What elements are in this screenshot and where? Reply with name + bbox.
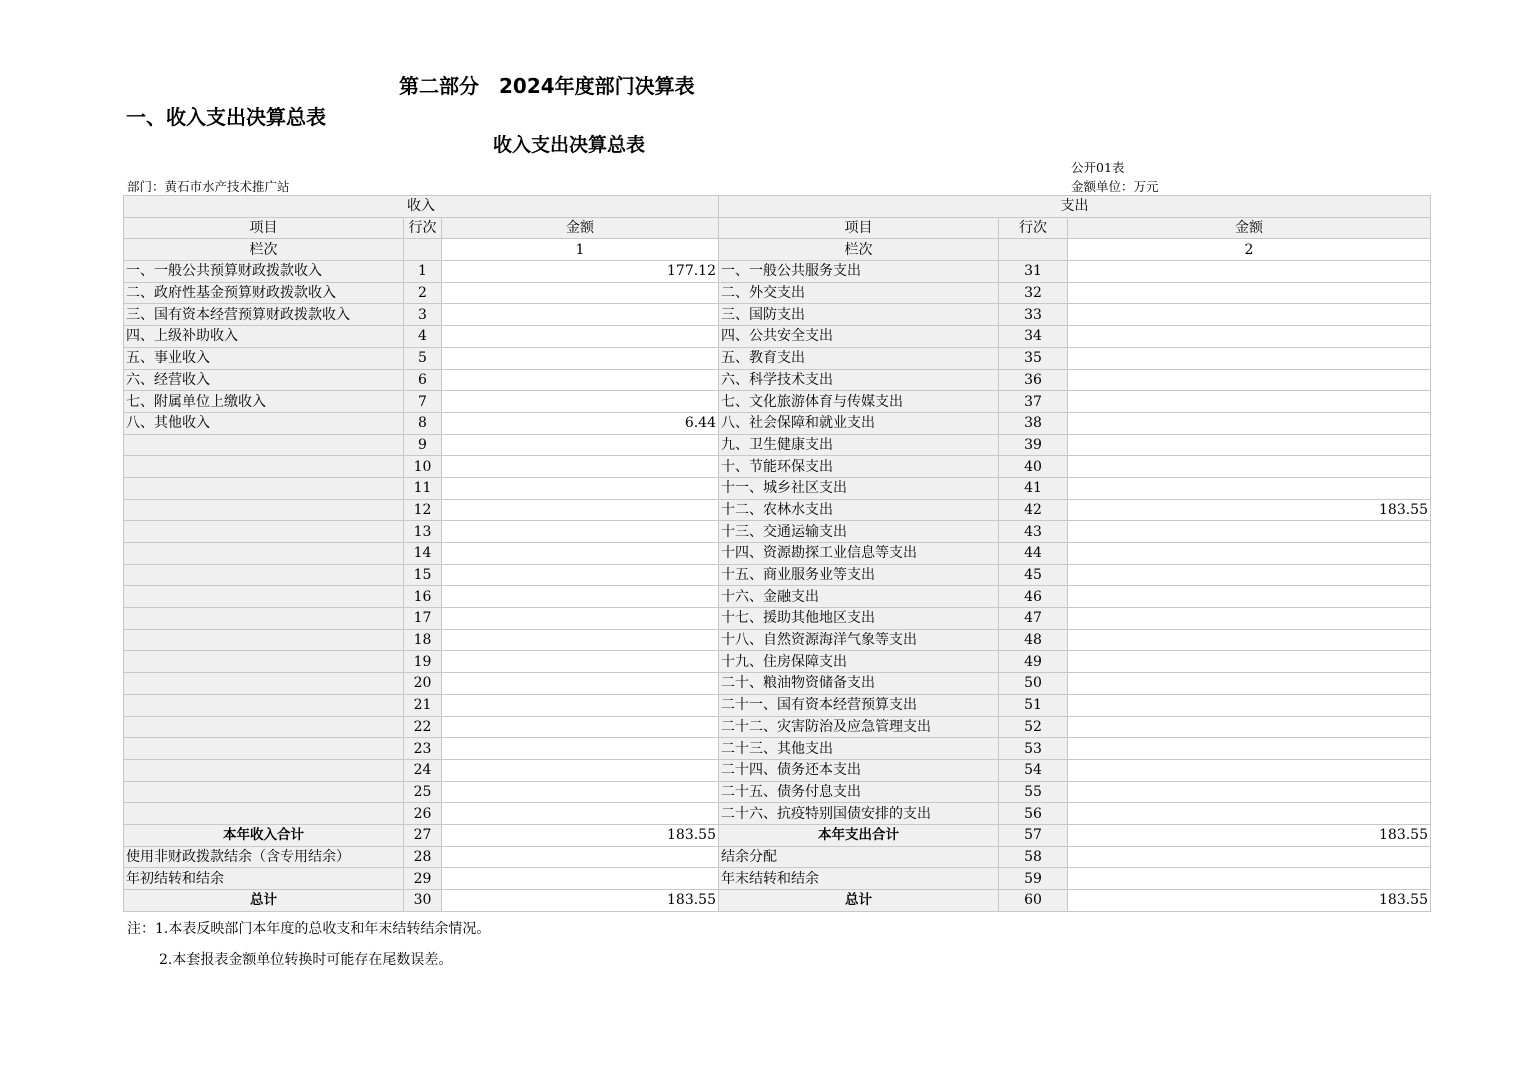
expense-item-cell: 年末结转和结余 — [719, 868, 999, 890]
expense-amount-cell — [1068, 304, 1431, 326]
income-amount-cell — [442, 434, 719, 456]
table-row — [124, 282, 1431, 304]
income-item-cell — [124, 694, 404, 716]
income-expense-table — [123, 195, 1431, 912]
table-row — [124, 521, 1431, 543]
income-amount-cell — [442, 391, 719, 413]
income-amount-cell — [442, 629, 719, 651]
expense-amount-cell: 183.55 — [1068, 824, 1431, 846]
income-amount-cell — [442, 521, 719, 543]
income-item-header: 项目 — [124, 217, 404, 239]
expense-amount-cell — [1068, 261, 1431, 283]
income-row-no-cell: 6 — [404, 369, 442, 391]
income-item-cell: 六、经营收入 — [124, 369, 404, 391]
income-row-no-cell: 15 — [404, 564, 442, 586]
expense-row-no-cell: 49 — [999, 651, 1068, 673]
expense-row-no-cell: 57 — [999, 824, 1068, 846]
income-item-cell — [124, 564, 404, 586]
expense-amount-cell — [1068, 716, 1431, 738]
table-row — [124, 803, 1431, 825]
table-row — [124, 890, 1431, 912]
header-row-column-numbers — [124, 239, 1431, 261]
income-row-no-cell: 29 — [404, 868, 442, 890]
income-row-no-cell: 3 — [404, 304, 442, 326]
expense-row-no-cell: 40 — [999, 456, 1068, 478]
header-row-columns — [124, 217, 1431, 239]
expense-amount-cell — [1068, 759, 1431, 781]
expense-item-cell: 七、文化旅游体育与传媒支出 — [719, 391, 999, 413]
expense-item-cell: 一、一般公共服务支出 — [719, 261, 999, 283]
table-row — [124, 651, 1431, 673]
expense-item-cell: 五、教育支出 — [719, 347, 999, 369]
expense-item-cell: 三、国防支出 — [719, 304, 999, 326]
expense-amount-cell: 183.55 — [1068, 890, 1431, 912]
income-item-cell: 四、上级补助收入 — [124, 326, 404, 348]
income-amount-cell: 183.55 — [442, 824, 719, 846]
expense-amount-cell — [1068, 412, 1431, 434]
expense-amount-cell — [1068, 434, 1431, 456]
expense-item-cell: 十二、农林水支出 — [719, 499, 999, 521]
expense-amount-cell — [1068, 282, 1431, 304]
income-item-cell — [124, 608, 404, 630]
table-row — [124, 716, 1431, 738]
income-amount-cell: 6.44 — [442, 412, 719, 434]
income-amount-cell — [442, 651, 719, 673]
income-amount-cell — [442, 456, 719, 478]
income-amount-cell — [442, 738, 719, 760]
expense-amount-cell — [1068, 846, 1431, 868]
note-2: 2.本套报表金额单位转换时可能存在尾数误差。 — [159, 952, 453, 968]
income-amount-cell — [442, 608, 719, 630]
expense-row-no-cell: 32 — [999, 282, 1068, 304]
expense-row-no-cell: 31 — [999, 261, 1068, 283]
income-row-no-cell: 12 — [404, 499, 442, 521]
income-row-no-cell: 2 — [404, 282, 442, 304]
expense-item-cell: 十一、城乡社区支出 — [719, 477, 999, 499]
table-row — [124, 759, 1431, 781]
amount-unit-label: 金额单位：万元 — [1071, 179, 1159, 194]
income-column-no-label: 栏次 — [124, 239, 404, 261]
table-row — [124, 629, 1431, 651]
income-item-cell — [124, 477, 404, 499]
expense-amount-cell — [1068, 586, 1431, 608]
table-row — [124, 586, 1431, 608]
expense-item-cell: 十四、资源勘探工业信息等支出 — [719, 543, 999, 565]
income-row-no-cell: 4 — [404, 326, 442, 348]
expense-row-no-cell: 55 — [999, 781, 1068, 803]
income-row-no-cell: 20 — [404, 673, 442, 695]
expense-item-cell: 二十四、债务还本支出 — [719, 759, 999, 781]
department-label: 部门：黄石市水产技术推广站 — [127, 179, 290, 194]
expense-item-cell: 四、公共安全支出 — [719, 326, 999, 348]
income-row-no-cell: 23 — [404, 738, 442, 760]
income-amount-cell: 177.12 — [442, 261, 719, 283]
table-row — [124, 456, 1431, 478]
income-amount-cell — [442, 586, 719, 608]
income-row-no-cell: 14 — [404, 543, 442, 565]
income-amount-cell — [442, 673, 719, 695]
expense-row-no-cell: 37 — [999, 391, 1068, 413]
table-row — [124, 347, 1431, 369]
table-row — [124, 412, 1431, 434]
expense-item-cell: 十九、住房保障支出 — [719, 651, 999, 673]
expense-item-cell: 二、外交支出 — [719, 282, 999, 304]
expense-row-no-cell: 50 — [999, 673, 1068, 695]
income-row-no-header: 行次 — [404, 217, 442, 239]
expense-item-cell: 本年支出合计 — [719, 824, 999, 846]
income-item-cell — [124, 781, 404, 803]
income-row-no-cell: 10 — [404, 456, 442, 478]
expense-item-cell: 十六、金融支出 — [719, 586, 999, 608]
expense-item-cell: 十七、援助其他地区支出 — [719, 608, 999, 630]
expense-amount-cell — [1068, 694, 1431, 716]
expense-amount-cell: 183.55 — [1068, 499, 1431, 521]
income-item-cell — [124, 499, 404, 521]
income-row-no-cell: 25 — [404, 781, 442, 803]
expense-row-no-cell: 42 — [999, 499, 1068, 521]
table-row — [124, 868, 1431, 890]
expense-item-cell: 二十六、抗疫特别国债安排的支出 — [719, 803, 999, 825]
expense-amount-cell — [1068, 347, 1431, 369]
income-item-cell — [124, 456, 404, 478]
table-row — [124, 369, 1431, 391]
income-item-cell — [124, 629, 404, 651]
income-row-no-cell: 24 — [404, 759, 442, 781]
table-row — [124, 261, 1431, 283]
income-item-cell: 八、其他收入 — [124, 412, 404, 434]
expense-column-no-label: 栏次 — [719, 239, 999, 261]
income-amount-cell — [442, 369, 719, 391]
expense-amount-cell — [1068, 477, 1431, 499]
expense-item-cell: 总计 — [719, 890, 999, 912]
income-row-no-cell: 8 — [404, 412, 442, 434]
table-row — [124, 846, 1431, 868]
income-row-no-cell: 28 — [404, 846, 442, 868]
expense-amount-header: 金额 — [1068, 217, 1431, 239]
income-item-cell: 五、事业收入 — [124, 347, 404, 369]
income-row-no-cell: 7 — [404, 391, 442, 413]
income-row-no-cell: 5 — [404, 347, 442, 369]
table-row — [124, 824, 1431, 846]
income-amount-header: 金额 — [442, 217, 719, 239]
income-column-number: 1 — [442, 239, 719, 261]
income-amount-cell — [442, 326, 719, 348]
expense-amount-cell — [1068, 369, 1431, 391]
income-amount-cell — [442, 846, 719, 868]
income-item-cell: 总计 — [124, 890, 404, 912]
income-item-cell: 本年收入合计 — [124, 824, 404, 846]
table-row — [124, 543, 1431, 565]
income-amount-cell — [442, 803, 719, 825]
expense-item-cell: 二十三、其他支出 — [719, 738, 999, 760]
income-amount-cell — [442, 282, 719, 304]
income-amount-cell — [442, 694, 719, 716]
table-row — [124, 326, 1431, 348]
income-item-cell — [124, 716, 404, 738]
header-row-group — [124, 196, 1431, 218]
income-item-cell — [124, 521, 404, 543]
expense-amount-cell — [1068, 651, 1431, 673]
expense-amount-cell — [1068, 543, 1431, 565]
expense-row-no-cell: 60 — [999, 890, 1068, 912]
income-item-cell — [124, 673, 404, 695]
expense-row-no-cell: 38 — [999, 412, 1068, 434]
income-item-cell — [124, 738, 404, 760]
expense-item-cell: 十八、自然资源海洋气象等支出 — [719, 629, 999, 651]
table-row — [124, 434, 1431, 456]
expense-amount-cell — [1068, 803, 1431, 825]
expense-row-no-cell: 36 — [999, 369, 1068, 391]
income-item-cell — [124, 586, 404, 608]
income-row-no-cell: 16 — [404, 586, 442, 608]
income-column-no-blank — [404, 239, 442, 261]
expense-amount-cell — [1068, 738, 1431, 760]
expense-amount-cell — [1068, 868, 1431, 890]
expense-row-no-cell: 51 — [999, 694, 1068, 716]
income-row-no-cell: 13 — [404, 521, 442, 543]
part-title: 第二部分 2024年度部门决算表 — [399, 74, 695, 98]
expense-row-no-cell: 47 — [999, 608, 1068, 630]
expense-item-cell: 二十、粮油物资储备支出 — [719, 673, 999, 695]
income-item-cell: 七、附属单位上缴收入 — [124, 391, 404, 413]
income-amount-cell — [442, 716, 719, 738]
income-header: 收入 — [124, 196, 719, 218]
income-amount-cell — [442, 759, 719, 781]
expense-row-no-cell: 48 — [999, 629, 1068, 651]
income-amount-cell — [442, 543, 719, 565]
income-amount-cell — [442, 868, 719, 890]
table-row — [124, 391, 1431, 413]
section-title: 一、收入支出决算总表 — [126, 105, 326, 129]
expense-row-no-cell: 52 — [999, 716, 1068, 738]
expense-row-no-cell: 58 — [999, 846, 1068, 868]
income-item-cell: 三、国有资本经营预算财政拨款收入 — [124, 304, 404, 326]
expense-row-no-cell: 54 — [999, 759, 1068, 781]
expense-item-cell: 十三、交通运输支出 — [719, 521, 999, 543]
expense-item-cell: 二十二、灾害防治及应急管理支出 — [719, 716, 999, 738]
income-item-cell: 二、政府性基金预算财政拨款收入 — [124, 282, 404, 304]
expense-item-header: 项目 — [719, 217, 999, 239]
income-row-no-cell: 19 — [404, 651, 442, 673]
table-row — [124, 694, 1431, 716]
income-item-cell — [124, 759, 404, 781]
table-row — [124, 608, 1431, 630]
expense-row-no-cell: 35 — [999, 347, 1068, 369]
expense-row-no-cell: 39 — [999, 434, 1068, 456]
expense-row-no-cell: 34 — [999, 326, 1068, 348]
income-row-no-cell: 9 — [404, 434, 442, 456]
income-row-no-cell: 17 — [404, 608, 442, 630]
income-row-no-cell: 21 — [404, 694, 442, 716]
expense-amount-cell — [1068, 326, 1431, 348]
expense-amount-cell — [1068, 456, 1431, 478]
income-item-cell: 一、一般公共预算财政拨款收入 — [124, 261, 404, 283]
table-row — [124, 781, 1431, 803]
expense-row-no-cell: 44 — [999, 543, 1068, 565]
expense-amount-cell — [1068, 521, 1431, 543]
income-amount-cell — [442, 499, 719, 521]
income-row-no-cell: 30 — [404, 890, 442, 912]
income-amount-cell — [442, 304, 719, 326]
expense-header: 支出 — [719, 196, 1431, 218]
expense-row-no-cell: 33 — [999, 304, 1068, 326]
expense-item-cell: 六、科学技术支出 — [719, 369, 999, 391]
expense-row-no-cell: 59 — [999, 868, 1068, 890]
income-item-cell — [124, 543, 404, 565]
expense-column-no-blank — [999, 239, 1068, 261]
expense-item-cell: 九、卫生健康支出 — [719, 434, 999, 456]
income-row-no-cell: 1 — [404, 261, 442, 283]
income-item-cell — [124, 434, 404, 456]
expense-row-no-cell: 45 — [999, 564, 1068, 586]
expense-amount-cell — [1068, 781, 1431, 803]
income-amount-cell — [442, 781, 719, 803]
expense-row-no-cell: 56 — [999, 803, 1068, 825]
expense-column-number: 2 — [1068, 239, 1431, 261]
expense-item-cell: 十五、商业服务业等支出 — [719, 564, 999, 586]
expense-amount-cell — [1068, 629, 1431, 651]
expense-item-cell: 二十一、国有资本经营预算支出 — [719, 694, 999, 716]
income-amount-cell — [442, 564, 719, 586]
expense-row-no-cell: 43 — [999, 521, 1068, 543]
expense-row-no-cell: 46 — [999, 586, 1068, 608]
expense-row-no-cell: 53 — [999, 738, 1068, 760]
expense-amount-cell — [1068, 673, 1431, 695]
expense-amount-cell — [1068, 564, 1431, 586]
income-amount-cell — [442, 347, 719, 369]
table-row — [124, 499, 1431, 521]
table-row — [124, 564, 1431, 586]
income-row-no-cell: 22 — [404, 716, 442, 738]
expense-item-cell: 二十五、债务付息支出 — [719, 781, 999, 803]
note-1: 注：1.本表反映部门本年度的总收支和年末结转结余情况。 — [127, 921, 491, 937]
income-amount-cell — [442, 477, 719, 499]
income-item-cell: 使用非财政拨款结余（含专用结余） — [124, 846, 404, 868]
expense-item-cell: 八、社会保障和就业支出 — [719, 412, 999, 434]
table-title: 收入支出决算总表 — [493, 134, 646, 156]
income-item-cell — [124, 651, 404, 673]
table-row — [124, 304, 1431, 326]
expense-item-cell: 结余分配 — [719, 846, 999, 868]
income-row-no-cell: 18 — [404, 629, 442, 651]
table-row — [124, 673, 1431, 695]
expense-amount-cell — [1068, 391, 1431, 413]
expense-item-cell: 十、节能环保支出 — [719, 456, 999, 478]
income-row-no-cell: 26 — [404, 803, 442, 825]
income-amount-cell: 183.55 — [442, 890, 719, 912]
form-number: 公开01表 — [1071, 160, 1125, 175]
income-row-no-cell: 11 — [404, 477, 442, 499]
expense-amount-cell — [1068, 608, 1431, 630]
income-row-no-cell: 27 — [404, 824, 442, 846]
income-item-cell — [124, 803, 404, 825]
table-row — [124, 477, 1431, 499]
expense-row-no-header: 行次 — [999, 217, 1068, 239]
expense-row-no-cell: 41 — [999, 477, 1068, 499]
table-row — [124, 738, 1431, 760]
income-item-cell: 年初结转和结余 — [124, 868, 404, 890]
